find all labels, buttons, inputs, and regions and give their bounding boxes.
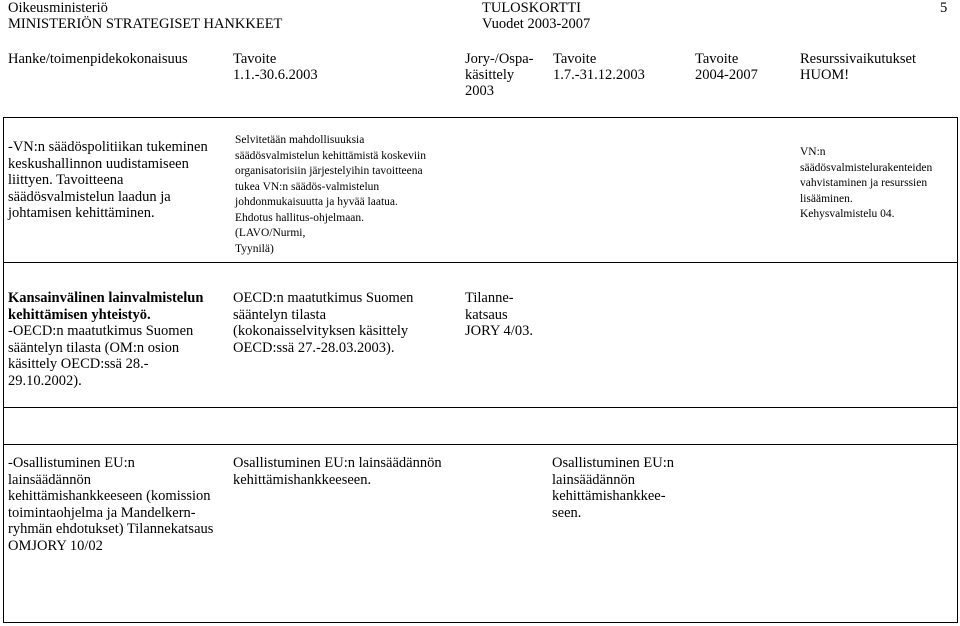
column-header-goal-h1-2003: Tavoite 1.1.-30.6.2003 <box>233 51 318 83</box>
column-header-goal-h2-2003: Tavoite 1.7.-31.12.2003 <box>553 51 645 83</box>
document-subtitle: MINISTERIÖN STRATEGISET HANKKEET <box>8 16 283 32</box>
column-header-project: Hanke/toimenpidekokonaisuus <box>8 51 188 67</box>
row1-goal-h1-2003: Selvitetään mahdollisuuksia säädösvalmistelun kehittämistä koskeviin organisatorisiin järjestelyihin tavoitteena tukea VN:n säädös-valmistelun johdonmukaisuutta ja hyvää laatua. Ehdotus hallitus-ohjelmaan. (LAVO/Nurmi, Tyynilä) <box>235 134 426 255</box>
row1-resource-impacts: VN:n säädösvalmistelurakenteiden vahvistaminen ja resurssien lisääminen. Kehysvalmistelu 04. <box>800 146 933 220</box>
column-header-resource-impacts: Resurssivaikutukset HUOM! <box>800 51 916 83</box>
column-header-goal-2004-2007: Tavoite 2004-2007 <box>695 51 758 83</box>
table-rule <box>957 117 958 623</box>
table-rule <box>3 622 958 623</box>
row2-project: -OECD:n maatutkimus Suomen sääntelyn tilasta (OM:n osion käsittely OECD:ssä 28.- 29.10.2002). <box>8 323 194 389</box>
row3-project: -Osallistuminen EU:n lainsäädännön kehittämishankkeeseen (komission toimintaohjelma ja Mandelkern- ryhmän ehdotukset) Tilannekatsaus OMJORY 10/02 <box>8 455 214 554</box>
row3-goal-h1-2003: Osallistuminen EU:n lainsäädännön kehittämishankkeeseen. <box>233 455 442 488</box>
row1-project: -VN:n säädöspolitiikan tukeminen keskushallinnon uudistamiseen liittyen. Tavoitteena säädösvalmistelun laadun ja johtamisen kehittäminen. <box>8 139 208 221</box>
table-rule <box>3 444 958 445</box>
table-rule <box>3 262 958 263</box>
table-rule <box>3 117 958 118</box>
column-header-jory-ospa: Jory-/Ospa- käsittely 2003 <box>465 51 534 99</box>
document-years: Vuodet 2003-2007 <box>482 16 591 32</box>
ministry-name: Oikeusministeriö <box>8 0 108 16</box>
document-title: TULOSKORTTI <box>482 0 582 16</box>
row2-jory-ospa: Tilanne- katsaus JORY 4/03. <box>465 290 533 339</box>
page-number: 5 <box>940 0 948 16</box>
row2-goal-h1-2003: OECD:n maatutkimus Suomen sääntelyn tilasta (kokonaisselvityksen käsittely OECD:ssä 27.-28.03.2003). <box>233 290 414 356</box>
row3-goal-h2-2003: Osallistuminen EU:n lainsäädännön kehittämishankkee- seen. <box>552 455 675 521</box>
table-rule <box>3 407 958 408</box>
row2-project-heading: Kansainvälinen lainvalmistelun kehittämisen yhteistyö. <box>8 290 204 323</box>
table-rule <box>3 117 4 623</box>
